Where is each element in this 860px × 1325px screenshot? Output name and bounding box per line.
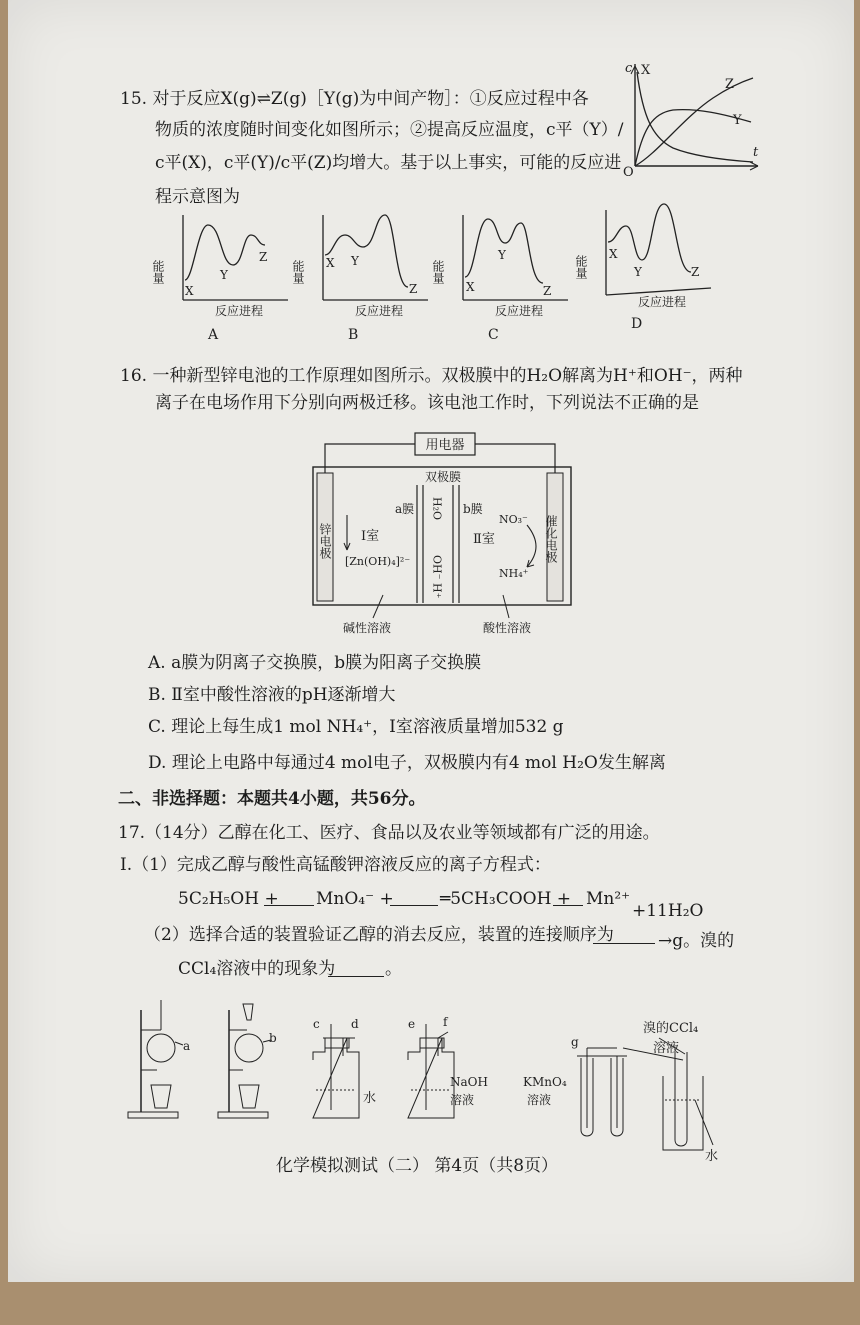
option-c: C	[488, 327, 499, 343]
concentration-chart	[613, 58, 763, 178]
eq-right: +11H₂O	[632, 901, 704, 921]
xlabel-c: 反应进程	[495, 304, 544, 318]
energy-diagram-b	[293, 205, 443, 345]
eq-left: 5C₂H₅OH +	[178, 889, 279, 909]
acidic-label: 酸性溶液	[483, 621, 532, 635]
q15-line-4: 程示意图为	[155, 187, 240, 207]
label-y-d: Y	[634, 265, 642, 279]
energy-diagram-a	[153, 205, 303, 345]
b-membrane-label: b膜	[463, 502, 483, 516]
h-label: H⁺	[430, 583, 444, 599]
label-x-d: X	[609, 247, 618, 261]
label-water: 水	[363, 1091, 377, 1106]
q16-line-2: 离子在电场作用下分别向两极迁移。该电池工作时，下列说法不正确的是	[155, 393, 699, 413]
apparatus-b	[218, 1004, 277, 1118]
q16-line-1: 16. 一种新型锌电池的工作原理如图所示。双极膜中的H₂O解离为H⁺和OH⁻，两种	[120, 366, 743, 386]
no3-label: NO₃⁻	[499, 513, 528, 526]
eq-blank-3[interactable]	[553, 905, 583, 906]
ylabel-b: 能量	[291, 260, 305, 284]
label-c: c	[313, 1017, 320, 1031]
option-d: D	[631, 316, 643, 332]
h2o-label: H₂O	[430, 497, 444, 521]
conc-series-z: Z	[725, 77, 735, 92]
q16-option-d: D. 理论上电路中每通过4 mol电子，双极膜内有4 mol H₂O发生解离	[148, 753, 666, 773]
conc-series-x: X	[641, 63, 651, 78]
conc-ylabel: c	[625, 61, 633, 76]
nh4-label: NH₄⁺	[499, 567, 529, 580]
zn-electrode-label: 锌电极	[318, 523, 332, 559]
label-y-b: Y	[351, 254, 359, 268]
energy-diagram-c	[433, 205, 583, 345]
q15-line-3: c平(X)，c平(Y)/c平(Z)均增大。基于以上事实，可能的反应进	[155, 153, 622, 173]
label-z-b: Z	[409, 282, 418, 296]
xlabel-d: 反应进程	[638, 295, 687, 309]
battery-diagram	[303, 425, 583, 640]
label-g: g	[571, 1035, 579, 1049]
xlabel-a: 反应进程	[215, 304, 264, 318]
label-kmno4: KMnO₄	[523, 1075, 567, 1089]
catalytic-electrode-label: 催化电极	[544, 515, 558, 563]
conc-xlabel: t	[753, 145, 759, 160]
alkaline-label: 碱性溶液	[343, 621, 392, 635]
section-heading: 二、非选择题：本题共4小题，共56分。	[118, 789, 426, 809]
label-y-a: Y	[220, 268, 228, 282]
apparatus-a	[128, 1000, 190, 1118]
q16-option-b: B. Ⅱ室中酸性溶液的pH逐渐增大	[148, 685, 396, 705]
q17-part2-end: →g。溴的	[658, 931, 735, 951]
q16-option-c: C. 理论上每生成1 mol NH₄⁺，Ⅰ室溶液质量增加532 g	[148, 717, 564, 737]
option-b: B	[348, 327, 359, 343]
device-label: 用电器	[425, 438, 465, 453]
apparatus-bromine-tube	[623, 1021, 718, 1164]
ylabel-a: 能量	[151, 260, 165, 284]
option-a: A	[208, 327, 219, 343]
q17-part2-line2: CCl₄溶液中的现象为	[178, 959, 336, 979]
q16-option-a: A. a膜为阴离子交换膜，b膜为阳离子交换膜	[148, 653, 482, 673]
apparatus-water-bottle	[313, 1017, 376, 1118]
label-x-b: X	[326, 256, 335, 270]
q15-line-1: 15. 对于反应X(g)⇌Z(g)［Y(g)为中间产物］：①反应过程中各	[120, 89, 589, 109]
label-b: b	[269, 1031, 277, 1045]
phenomenon-blank[interactable]	[328, 976, 384, 977]
q17-part1: Ⅰ.（1）完成乙醇与酸性高锰酸钾溶液反应的离子方程式：	[120, 855, 551, 875]
label-f: f	[443, 1015, 448, 1029]
label-naoh-solution: 溶液	[450, 1093, 475, 1107]
zn-complex-label: [Zn(OH)₄]²⁻	[345, 555, 411, 568]
energy-diagram-d	[576, 200, 726, 340]
apparatus-naoh-bottle	[408, 1015, 488, 1118]
bipolar-label: 双极膜	[424, 470, 462, 484]
eq-mid: ═5CH₃COOH +	[440, 889, 572, 909]
order-blank[interactable]	[593, 943, 655, 944]
conc-origin: O	[623, 165, 634, 180]
label-x-c: X	[466, 280, 475, 294]
label-br-solution: 溶液	[653, 1041, 680, 1056]
label-a: a	[183, 1039, 191, 1053]
label-z-c: Z	[543, 284, 552, 298]
eq-blank-2[interactable]	[390, 905, 438, 906]
ylabel-c: 能量	[431, 260, 445, 284]
label-y-c: Y	[498, 248, 506, 262]
label-e: e	[408, 1017, 416, 1031]
label-kmno4-solution: 溶液	[527, 1093, 552, 1107]
page-footer: 化学模拟测试（二） 第4页（共8页）	[276, 1156, 559, 1176]
exam-page	[8, 0, 854, 1282]
conc-series-y: Y	[733, 113, 742, 128]
ylabel-d: 能量	[574, 255, 588, 279]
label-x-a: X	[185, 284, 194, 298]
label-d: d	[351, 1017, 359, 1031]
label-z-a: Z	[259, 250, 268, 264]
q17-part2-line2-end: 。	[385, 959, 402, 979]
oh-label: OH⁻	[430, 555, 444, 580]
eq-mn: Mn²⁺	[586, 889, 631, 909]
q17-intro: 17.（14分）乙醇在化工、医疗、食品以及农业等领域都有广泛的用途。	[118, 823, 660, 843]
eq-blank-1[interactable]	[264, 905, 314, 906]
label-z-d: Z	[691, 265, 700, 279]
label-bath-water: 水	[705, 1149, 719, 1164]
xlabel-b: 反应进程	[355, 304, 404, 318]
eq-mno4: MnO₄⁻ +	[316, 889, 394, 909]
label-naoh: NaOH	[450, 1075, 488, 1089]
label-br-ccl4: 溴的CCl₄	[643, 1021, 699, 1036]
apparatus-kmno4-tubes	[523, 1035, 627, 1136]
room1-label: Ⅰ室	[361, 529, 380, 544]
q17-part2: （2）选择合适的装置验证乙醇的消去反应，装置的连接顺序为	[144, 925, 614, 945]
a-membrane-label: a膜	[395, 502, 415, 516]
room2-label: Ⅱ室	[473, 532, 495, 547]
q15-line-2: 物质的浓度随时间变化如图所示；②提高反应温度，c平（Y）/	[155, 120, 624, 140]
apparatus-diagram	[123, 990, 723, 1170]
